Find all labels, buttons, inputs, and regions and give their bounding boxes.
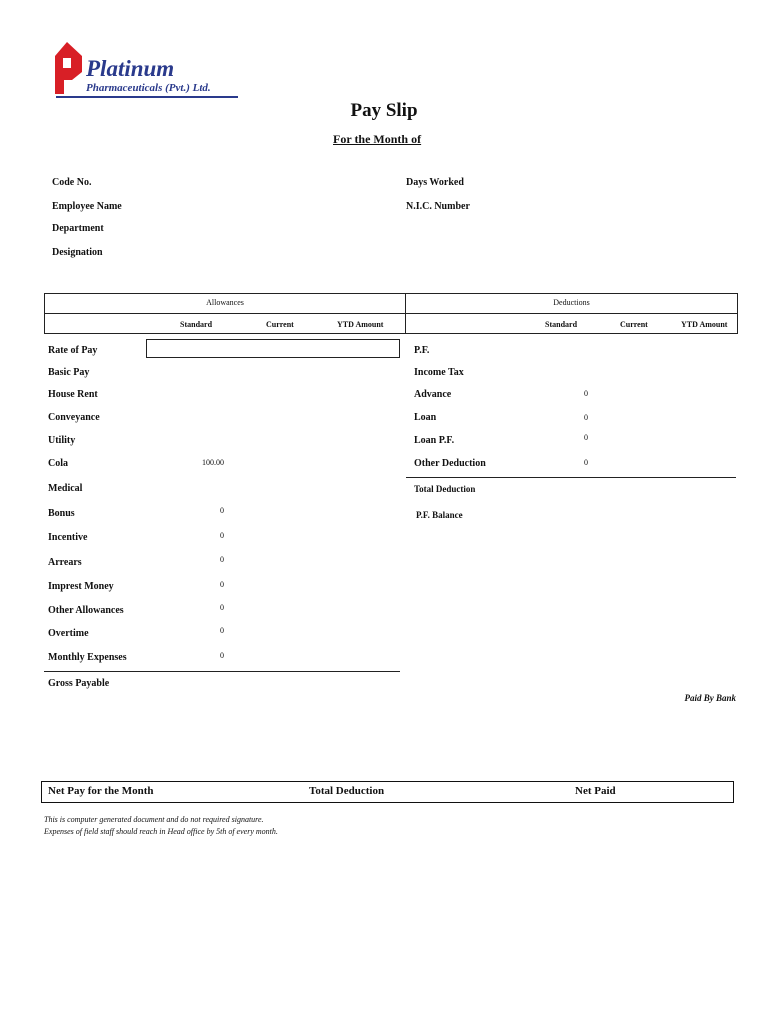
- total-deduction-divider: [406, 477, 736, 478]
- allowance-label: House Rent: [48, 389, 98, 400]
- allowance-label: Arrears: [48, 557, 82, 568]
- department-label: Department: [52, 223, 104, 234]
- allowance-value: 0: [220, 580, 224, 589]
- allowance-value: 0: [220, 506, 224, 515]
- allowance-value: 0: [220, 555, 224, 564]
- logo-underline: [56, 96, 238, 98]
- header-table: [44, 293, 738, 334]
- note-signature: This is computer generated document and do not required signature.: [44, 815, 264, 824]
- rate-of-pay-box: [146, 339, 400, 358]
- code-no-label: Code No.: [52, 177, 92, 188]
- allowance-label: Conveyance: [48, 412, 100, 423]
- allowance-label: Cola: [48, 458, 68, 469]
- deduction-label: Loan: [414, 412, 437, 423]
- gross-divider: [44, 671, 400, 672]
- allowances-header: Allowances: [206, 298, 244, 307]
- ded-ytd-header: YTD Amount: [681, 320, 728, 329]
- allowance-label: Medical: [48, 483, 83, 494]
- deduction-value: 0: [584, 413, 588, 422]
- deduction-label: Income Tax: [414, 367, 464, 378]
- deduction-value: 0: [584, 389, 588, 398]
- platinum-p-icon: [52, 42, 82, 94]
- allowance-label: Rate of Pay: [48, 345, 98, 356]
- ded-current-header: Current: [620, 320, 648, 329]
- allow-ytd-header: YTD Amount: [337, 320, 384, 329]
- allowance-value: 0: [220, 626, 224, 635]
- summary-total-deduction-label: Total Deduction: [309, 785, 385, 797]
- deduction-label: P.F.: [414, 345, 430, 356]
- net-paid-label: Net Paid: [575, 785, 616, 797]
- allowance-value: 0: [220, 531, 224, 540]
- designation-label: Designation: [52, 247, 103, 258]
- allowance-label: Imprest Money: [48, 581, 114, 592]
- allowance-label: Monthly Expenses: [48, 652, 127, 663]
- allowance-label: Utility: [48, 435, 76, 446]
- deductions-header: Deductions: [553, 298, 590, 307]
- page-title: Pay Slip: [350, 100, 418, 121]
- deduction-value: 0: [584, 458, 588, 467]
- allowance-value: 0: [220, 651, 224, 660]
- paid-by-bank: Paid By Bank: [684, 693, 736, 703]
- pf-balance-label: P.F. Balance: [416, 510, 463, 520]
- allowance-value: 0: [220, 603, 224, 612]
- allowance-label: Overtime: [48, 628, 89, 639]
- allowance-label: Other Allowances: [48, 605, 124, 616]
- deduction-label: Advance: [414, 389, 452, 400]
- company-name: Platinum: [86, 56, 175, 81]
- allowance-label: Basic Pay: [48, 367, 90, 378]
- gross-payable-label: Gross Payable: [48, 678, 110, 689]
- allowance-value: 100.00: [202, 458, 224, 467]
- allowance-label: Incentive: [48, 532, 88, 543]
- nic-number-label: N.I.C. Number: [406, 201, 470, 212]
- allow-standard-header: Standard: [180, 320, 213, 329]
- allowance-label: Bonus: [48, 508, 75, 519]
- days-worked-label: Days Worked: [406, 177, 464, 188]
- deduction-value: 0: [584, 433, 588, 442]
- month-label: For the Month of: [333, 132, 422, 146]
- company-logo: [52, 42, 252, 102]
- allow-current-header: Current: [266, 320, 294, 329]
- total-deduction-label: Total Deduction: [414, 484, 476, 494]
- note-expenses: Expenses of field staff should reach in Head office by 5th of every month.: [44, 827, 278, 836]
- deduction-label: Other Deduction: [414, 458, 486, 469]
- company-subtitle: Pharmaceuticals (Pvt.) Ltd.: [86, 82, 211, 94]
- ded-standard-header: Standard: [545, 320, 578, 329]
- employee-name-label: Employee Name: [52, 201, 122, 212]
- deduction-label: Loan P.F.: [414, 435, 455, 446]
- summary-bar: [41, 781, 734, 803]
- net-pay-label: Net Pay for the Month: [48, 785, 154, 797]
